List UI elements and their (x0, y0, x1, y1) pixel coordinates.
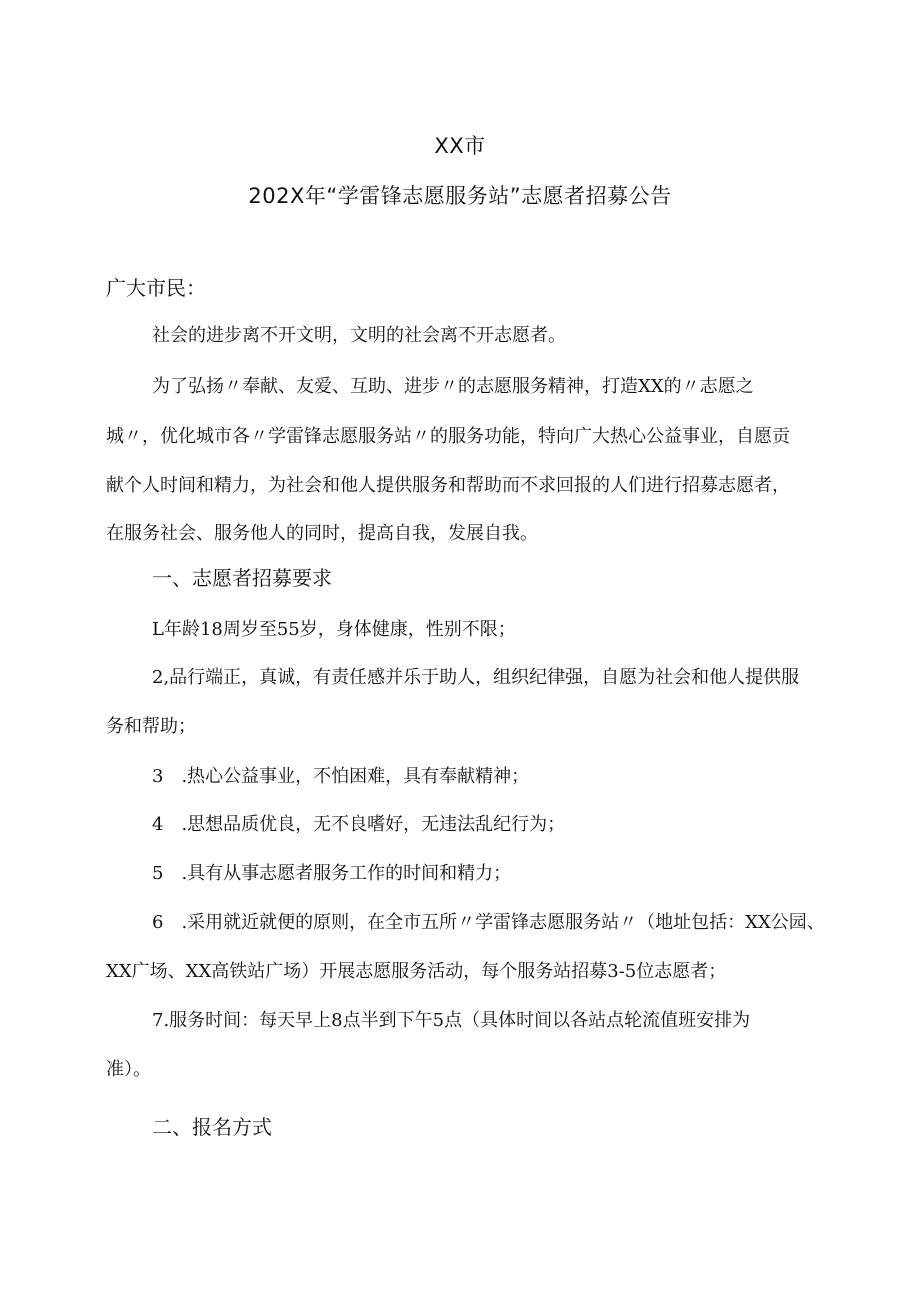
section-heading-registration: 二、报名方式 (152, 1115, 272, 1139)
paragraph-line-2: 城〃，优化城市各〃学雷锋志愿服务站〃的服务功能，特向广大热心公益事业，自愿贡 (106, 426, 790, 447)
requirement-item-2-line-1: 2,品行端正，真诚，有责任感并乐于助人，组织纪律强，自愿为社会和他人提供服 (152, 667, 800, 688)
requirement-item-7-line-2: 准）。 (106, 1059, 151, 1080)
paragraph-line-1: 为了弘扬〃奉献、友爱、互助、进步〃的志愿服务精神，打造XX的〃志愿之 (152, 376, 754, 397)
paragraph-line-4: 在服务社会、服务他人的同时，提高自我，发展自我。 (106, 523, 538, 544)
requirement-item-3: 3 .热心公益事业，不怕困难，具有奉献精神； (152, 766, 530, 787)
requirement-item-6-line-1: 6 .采用就近就便的原则，在全市五所〃学雷锋志愿服务站〃（地址包括：XX公园、 (152, 912, 825, 933)
title-line-1: XX市 (434, 134, 486, 158)
requirement-item-6-line-2: XX广场、XX高铁站广场）开展志愿服务活动，每个服务站招募3-5位志愿者； (106, 961, 727, 982)
requirement-item-1: L年龄18周岁至55岁，身体健康，性别不限； (152, 619, 516, 640)
requirement-item-5: 5 .具有从事志愿者服务工作的时间和精力； (152, 863, 512, 884)
title-line-2: 202X年“学雷锋志愿服务站”志愿者招募公告 (248, 184, 672, 208)
requirement-item-4: 4 .思想品质优良，无不良嗜好，无违法乱纪行为； (152, 814, 566, 835)
salutation: 广大市民： (106, 276, 206, 300)
requirement-item-7-line-1: 7.服务时间：每天早上8点半到下午5点（具体时间以各站点轮流值班安排为 (152, 1010, 751, 1031)
paragraph-line-3: 献个人时间和精力，为社会和他人提供服务和帮助而不求回报的人们进行招募志愿者， (106, 475, 790, 496)
section-heading-requirements: 一、志愿者招募要求 (152, 566, 332, 590)
requirement-item-2-line-2: 务和帮助； (106, 716, 196, 737)
intro-paragraph: 社会的进步离不开文明，文明的社会离不开志愿者。 (152, 325, 566, 346)
